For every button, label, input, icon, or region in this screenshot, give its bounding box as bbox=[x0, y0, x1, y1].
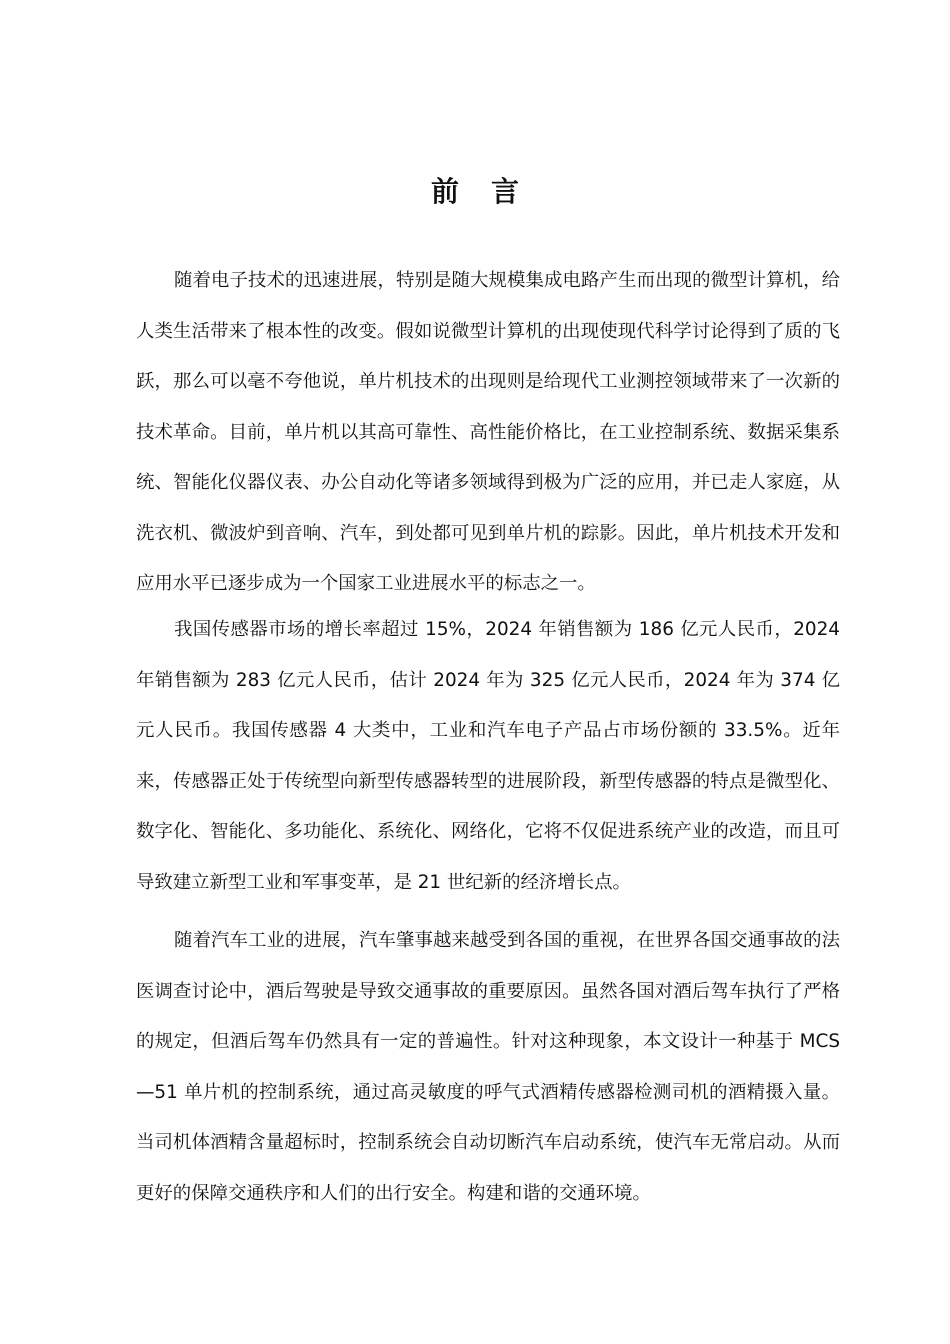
page-title: 前言 bbox=[430, 175, 551, 208]
paragraph-intro-microcontroller: 随着电子技术的迅速进展，特别是随大规模集成电路产生而出现的微型计算机，给人类生活带来了根本性的改变。假如说微型计算机的出现使现代科学讨论得到了质的飞跃，那么可以毫不夸他说，单片机技术的出现则是给现代工业测控领域带来了一次新的技术革命。目前，单片机以其高可靠性、高性能价格比，在工业控制系统、数据采集系统、智能化仪器仪表、办公自动化等诸多领域得到极为广泛的应用，并已走人家庭，从洗衣机、微波炉到音响、汽车，到处都可见到单片机的踪影。因此，单片机技术开发和应用水平已逐步成为一个国家工业进展水平的标志之一。 bbox=[136, 270, 840, 594]
paragraph-sensor-market: 我国传感器市场的增长率超过 15%，2024 年销售额为 186 亿元人民币，2024 年销售额为 283 亿元人民币，估计 2024 年为 325 亿元人民币，2024 年为 374 亿元人民币。我国传感器 4 大类中，工业和汽车电子产品占市场份额的 33.5%。近年来，传感器正处于传统型向新型传感器转型的进展阶段，新型传感器的特点是微型化、数字化、智能化、多功能化、系统化、网络化，它将不仅促进系统产业的改造，而且可导致建立新型工业和军事变革，是 21 世纪新的经济增长点。 bbox=[136, 619, 840, 893]
paragraph-drunk-driving: 随着汽车工业的进展，汽车肇事越来越受到各国的重视，在世界各国交通事故的法医调查讨论中，酒后驾驶是导致交通事故的重要原因。虽然各国对酒后驾车执行了严格的规定，但酒后驾车仍然具有一定的普遍性。针对这种现象，本文设计一种基于 MCS—51 单片机的控制系统，通过高灵敏度的呼气式酒精传感器检测司机的酒精摄入量。当司机体酒精含量超标时，控制系统会自动切断汽车启动系统，使汽车无常启动。从而更好的保障交通秩序和人们的出行安全。构建和谐的交通环境。 bbox=[136, 930, 840, 1204]
